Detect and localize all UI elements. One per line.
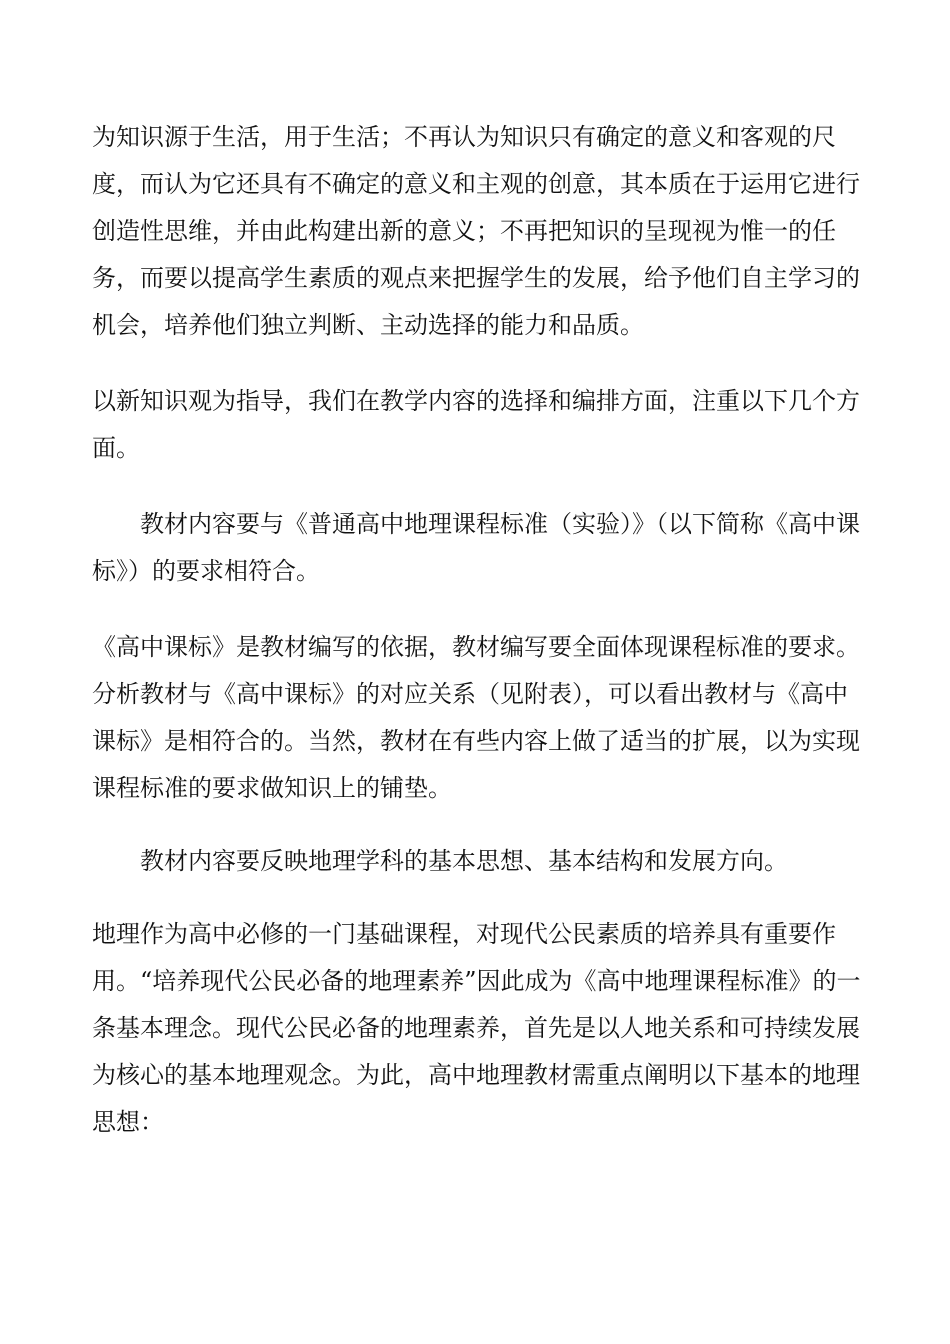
paragraph-heading-standard: 教材内容要与《普通高中地理课程标准（实验）》（以下简称《高中课标》）的要求相符合。: [92, 510, 860, 585]
paragraph-knowledge-view: 为知识源于生活，用于生活；不再认为知识只有确定的意义和客观的尺度，而认为它还具有不确定的意义和主观的创意，其本质在于运用它进行创造性思维，并由此构建出新的意义；不再把知识的呈现视为惟一的任务，而要以提高学生素质的观点来把握学生的发展，给予他们自主学习的机会，培养他们独立判断、主动选择的能力和品质。: [92, 123, 860, 339]
document-body: [92, 114, 862, 1146]
paragraph-heading-discipline: 教材内容要反映地理学科的基本思想、基本结构和发展方向。: [140, 847, 788, 875]
paragraph-standard-basis: 《高中课标》是教材编写的依据，教材编写要全面体现课程标准的要求。分析教材与《高中课标》的对应关系（见附表），可以看出教材与《高中课标》是相符合的。当然，教材在有些内容上做了适当的扩展，以为实现课程标准的要求做知识上的铺垫。: [92, 633, 860, 802]
paragraph-guidance: 以新知识观为指导，我们在教学内容的选择和编排方面，注重以下几个方面。: [92, 387, 860, 462]
paragraph-geography-literacy: 地理作为高中必修的一门基础课程，对现代公民素质的培养具有重要作用。“培养现代公民必备的地理素养”因此成为《高中地理课程标准》的一条基本理念。现代公民必备的地理素养，首先是以人地关系和可持续发展为核心的基本地理观念。为此，高中地理教材需重点阐明以下基本的地理思想：: [92, 920, 861, 1136]
